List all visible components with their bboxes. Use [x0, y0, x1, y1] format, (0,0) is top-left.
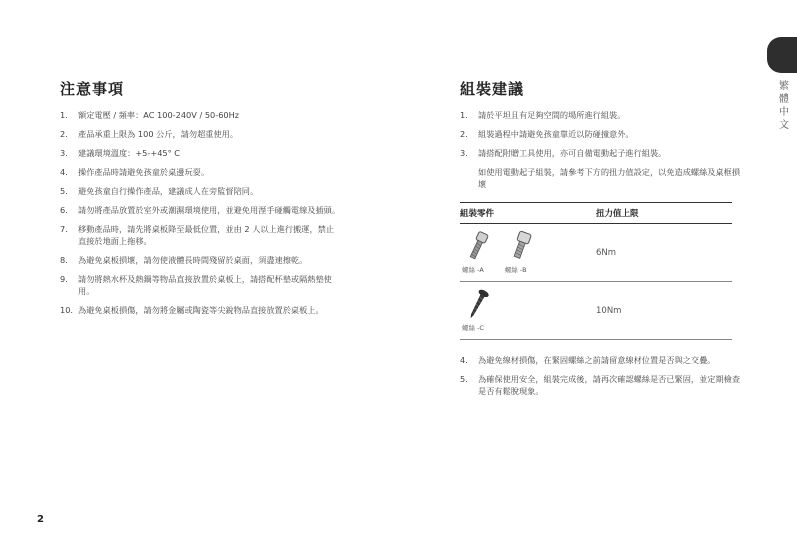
parts-cell — [460, 282, 596, 340]
assembly-list-bottom — [460, 354, 740, 397]
screw-a — [460, 228, 500, 274]
assembly-title: 組裝建議 — [460, 80, 525, 98]
language-label: 繁體中文 — [779, 81, 789, 131]
notices-title: 注意事項 — [60, 80, 125, 98]
list-item: 1. 額定電壓 / 頻率：AC 100-240V / 50-60Hz — [60, 110, 240, 120]
list-item: 4. 操作產品時請避免孩童於桌邊玩耍。 — [60, 167, 210, 177]
parts-cell — [460, 224, 596, 282]
screw-c-icon — [464, 288, 492, 320]
screw-a-icon — [464, 230, 492, 262]
list-item: 9. 請勿將熱水杯及熱鍋等物品直接放置於桌板上，請搭配杯墊或隔熱墊使用。 — [60, 274, 332, 296]
torque-table — [460, 202, 732, 340]
header-parts: 組裝零件 — [460, 203, 596, 224]
table-header-row — [460, 203, 732, 224]
list-item: 3. 建議環境溫度：+5-+45° C — [60, 148, 181, 158]
header-torque: 扭力值上限 — [596, 203, 732, 224]
screw-b — [503, 228, 543, 274]
notices-section — [60, 78, 340, 323]
screw-a-label: 螺絲 -A — [462, 266, 484, 274]
torque-value: 10Nm — [596, 282, 732, 340]
table-row — [460, 282, 732, 340]
list-item: 7. 移動產品時，請先將桌板降至最低位置，並由 2 人以上進行搬運，禁止直接於地面上拖移。 — [60, 224, 335, 246]
torque-note: 如使用電動起子組裝，請參考下方的扭力值設定，以免造成螺絲及桌框損壞 — [478, 167, 741, 189]
assembly-list-top — [460, 109, 740, 159]
screw-c-label: 螺絲 -C — [462, 324, 484, 332]
screw-c — [460, 286, 500, 332]
list-item: 1. 請於平坦且有足夠空間的場所進行組裝。 — [460, 110, 626, 120]
list-item: 6. 請勿將產品放置於室外或潮濕環境使用，並避免用溼手碰觸電線及插頭。 — [60, 205, 341, 215]
list-item: 5. 為確保使用安全，組裝完成後，請再次確認螺絲是否已緊固，並定期檢查是否有鬆脫現象。 — [460, 374, 741, 396]
notices-list — [60, 109, 340, 316]
torque-value: 6Nm — [596, 224, 732, 282]
list-item: 10. 為避免桌板損傷，請勿將金屬或陶瓷等尖銳物品直接放置於桌板上。 — [60, 305, 324, 315]
list-item: 3. 請搭配附贈工具使用，亦可自備電動起子進行組裝。 — [460, 148, 667, 158]
list-item: 5. 避免孩童自行操作產品，建議成人在旁監督陪同。 — [60, 186, 259, 196]
list-item: 2. 組裝過程中請避免孩童靠近以防碰撞意外。 — [460, 129, 634, 139]
list-item: 8. 為避免桌板損壞，請勿使液體長時間殘留於桌面，須盡速擦乾。 — [60, 255, 308, 265]
list-item: 4. 為避免線材損傷，在緊固螺絲之前請留意線材位置是否與之交疊。 — [460, 355, 716, 365]
screw-b-icon — [507, 230, 535, 262]
page-number: 2 — [37, 514, 44, 525]
table-row — [460, 224, 732, 282]
language-tab[interactable] — [767, 37, 797, 73]
screw-b-label: 螺絲 -B — [504, 266, 527, 274]
list-item: 2. 產品承重上限為 100 公斤，請勿超重使用。 — [60, 129, 239, 139]
assembly-section — [460, 78, 740, 404]
